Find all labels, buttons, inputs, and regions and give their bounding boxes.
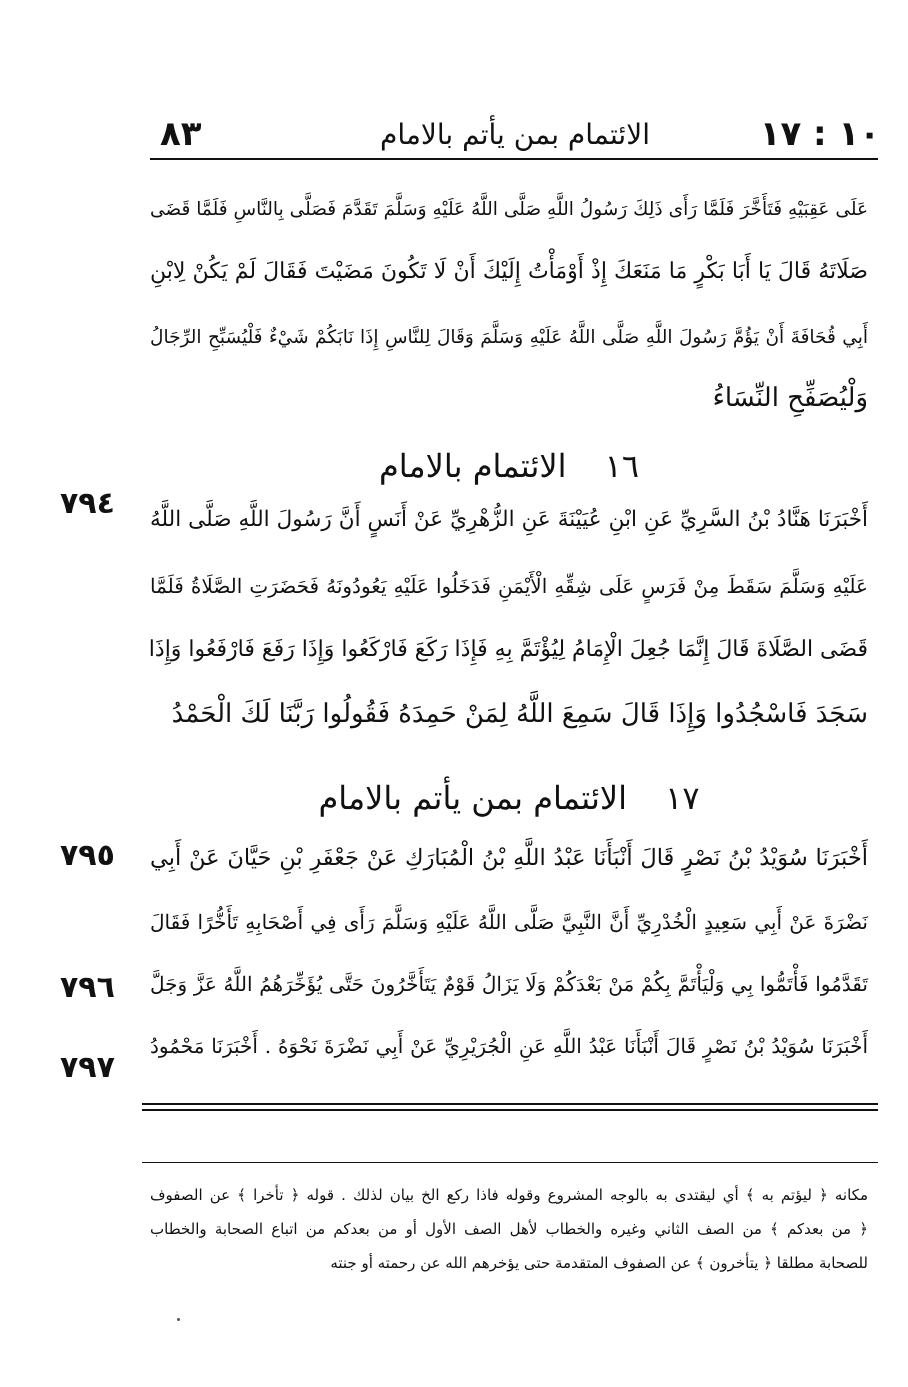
hadith-number: ٧٩٦ xyxy=(60,970,115,1005)
page-speck xyxy=(177,1318,180,1321)
text-line: عَلَى عَقِبَيْهِ فَتَأَخَّرَ فَلَمَّا رَأَى ذَلِكَ رَسُولُ اللَّهِ صَلَّى اللَّهُ عَلَيْهِ وَسَلَّمَ تَقَدَّمَ فَصَلَّى بِالنَّاسِ فَلَمَّا قَضَى xyxy=(150,199,868,220)
section-number: ١٧ xyxy=(665,779,700,817)
hadith-line: أَخْبَرَنَا سُوَيْدُ بْنُ نَصْرٍ قَالَ أَنْبَأَنَا عَبْدُ اللَّهِ بْنُ الْمُبَارَكِ عَنْ جَعْفَرِ بْنِ حَيَّانَ عَنْ أَبِي xyxy=(150,845,868,871)
footnote-line: ﴿ من بعدكم ﴾ من الصف الثاني وغيره والخطاب لأهل الصف الأول أو من بعدكم من اتباع الصحابة والخطاب xyxy=(150,1220,868,1238)
section-heading-16 xyxy=(150,444,868,494)
hadith-line: نَضْرَةَ عَنْ أَبِي سَعِيدٍ الْخُدْرِيِّ أَنَّ النَّبِيَّ صَلَّى اللَّهُ عَلَيْهِ وَسَلَّمَ رَأَى فِي أَصْحَابِهِ تَأَخُّرًا فَقَالَ xyxy=(150,910,868,934)
section-number: ١٦ xyxy=(604,447,640,485)
header-rule xyxy=(150,158,878,160)
page-number: ٨٣ xyxy=(160,114,202,154)
footnote-line: مكانه ﴿ ليؤتم به ﴾ أي ليقتدى به بالوجه المشروع وقوله فاذا ركع الخ بيان لذلك . قوله ﴿ تأخرا ﴾ عن الصفوف xyxy=(150,1186,868,1204)
hadith-number: ٧٩٧ xyxy=(60,1050,115,1085)
hadith-line: عَلَيْهِ وَسَلَّمَ سَقَطَ مِنْ فَرَسٍ عَلَى شِقِّهِ الْأَيْمَنِ فَدَخَلُوا عَلَيْهِ يَعُودُونَهُ فَحَضَرَتِ الصَّلَاةُ فَلَمَّا xyxy=(150,574,868,598)
section-heading-17 xyxy=(150,776,868,826)
text-line: صَلَاتَهُ قَالَ يَا أَبَا بَكْرٍ مَا مَنَعَكَ إِذْ أَوْمَأْتُ إِلَيْكَ أَنْ لَا تَكُونَ مَضَيْتَ فَقَالَ لَمْ يَكُنْ لِابْنِ xyxy=(150,259,868,284)
hadith-number: ٧٩٤ xyxy=(60,486,115,521)
hadith-number: ٧٩٥ xyxy=(60,838,115,873)
hadith-line: تَقَدَّمُوا فَأْتَمُّوا بِي وَلْيَأْتَمَّ بِكُمْ مَنْ بَعْدَكُمْ وَلَا يَزَالُ قَوْمٌ يَتَأَخَّرُونَ حَتَّى يُؤَخِّرَهُمُ اللَّهُ عَزَّ وَجَلَّ xyxy=(150,972,868,996)
hadith-line: قَضَى الصَّلَاةَ قَالَ إِنَّمَا جُعِلَ الْإِمَامُ لِيُؤْتَمَّ بِهِ فَإِذَا رَكَعَ فَارْكَعُوا وَإِذَا رَفَعَ فَارْفَعُوا وَإِذَا xyxy=(148,637,868,662)
text-line: وَلْيُصَفِّحِ النِّسَاءُ xyxy=(712,383,868,413)
hadith-line: أَخْبَرَنَا هَنَّادُ بْنُ السَّرِيِّ عَنِ ابْنِ عُيَيْنَةَ عَنِ الزُّهْرِيِّ عَنْ أَنَسٍ أَنَّ رَسُولَ اللَّهِ صَلَّى اللَّهُ xyxy=(150,507,868,532)
text-line: أَبِي قُحَافَةَ أَنْ يَؤُمَّ رَسُولَ اللَّهِ صَلَّى اللَّهُ عَلَيْهِ وَسَلَّمَ وَقَالَ لِلنَّاسِ إِذَا نَابَكُمْ شَيْءٌ فَلْيُسَبِّحِ الرِّجَالُ xyxy=(150,327,868,348)
hadith-line: سَجَدَ فَاسْجُدُوا وَإِذَا قَالَ سَمِعَ اللَّهُ لِمَنْ حَمِدَهُ فَقُولُوا رَبَّنَا لَكَ الْحَمْدُ xyxy=(171,699,868,729)
running-title: الائتمام بمن يأتم بالامام xyxy=(380,118,650,151)
hadith-line: أَخْبَرَنَا سُوَيْدُ بْنُ نَصْرٍ قَالَ أَنْبَأَنَا عَبْدُ اللَّهِ عَنِ الْجُرَيْرِيِّ عَنْ أَبِي نَضْرَةَ نَحْوَهُ . أَخْبَرَنَا مَحْمُودُ xyxy=(150,1034,868,1058)
footnote-line: للصحابة مطلقا ﴿ يتأخرون ﴾ عن الصفوف المتقدمة حتى يؤخرهم الله عن رحمته أو جنته xyxy=(330,1254,868,1272)
text-end-rule xyxy=(142,1103,878,1105)
section-title: الائتمام بالامام xyxy=(378,447,567,485)
chapter-reference: ١٠ : ١٧ xyxy=(759,114,880,154)
footnote-separator xyxy=(142,1162,878,1163)
section-title: الائتمام بمن يأتم بالامام xyxy=(318,779,627,817)
text-end-rule xyxy=(142,1109,878,1111)
page-header xyxy=(150,110,880,158)
